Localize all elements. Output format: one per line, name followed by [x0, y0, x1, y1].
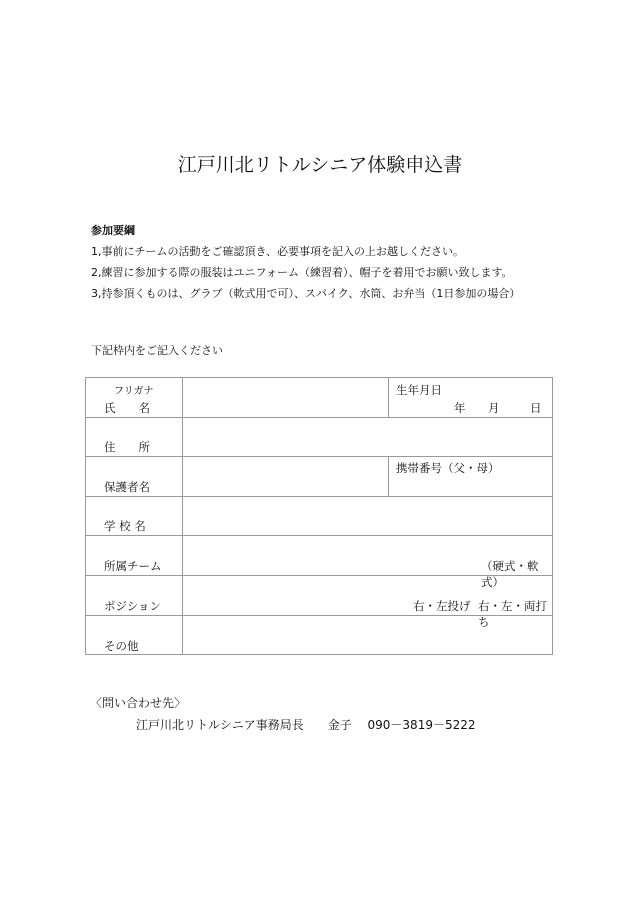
address-field[interactable] [183, 418, 553, 456]
batting-label: 右・左・両打ち [478, 599, 547, 629]
throwing-label: 右・左投げ [413, 599, 471, 613]
requirements-heading: 参加要綱 [91, 224, 135, 237]
mobile-label: 携帯番号（父・母） [396, 461, 500, 475]
name-field[interactable] [183, 378, 388, 417]
application-table [85, 377, 553, 655]
contact-heading: 〈問い合わせ先〉 [90, 696, 187, 710]
team-type-label: （硬式・軟式） [481, 559, 539, 589]
requirement-item: 1,事前にチームの活動をご確認頂き、必要事項を記入の上お越しください。 [91, 245, 465, 258]
birth-day-label: 日 [530, 401, 542, 415]
page-title: 江戸川北リトルシニア体験申込書 [177, 154, 463, 176]
requirement-item: 2,練習に参加する際の服装はユニフォーム（練習着）、帽子を着用でお願い致します。 [91, 266, 513, 279]
school-label: 学 校 名 [104, 519, 146, 533]
birth-year-label: 年 [454, 401, 466, 415]
contact-line: 江戸川北リトルシニア事務局長 金子 090－3819－5222 [136, 718, 476, 732]
form-instruction: 下記枠内をご記入ください [91, 344, 223, 357]
guardian-label: 保護者名 [104, 480, 150, 494]
name-label: 氏 名 [104, 401, 150, 415]
address-label: 住 所 [104, 440, 150, 454]
birthdate-label: 生年月日 [396, 383, 442, 397]
guardian-field[interactable] [183, 457, 388, 496]
other-field[interactable] [183, 616, 553, 654]
furigana-label: フリガナ [114, 386, 154, 397]
team-label: 所属チーム [104, 559, 162, 573]
birth-month-label: 月 [488, 401, 500, 415]
other-label: その他 [104, 639, 139, 653]
requirement-item: 3,持参頂くものは、グラブ（軟式用で可）、スパイク、水筒、お弁当（1日参加の場合） [91, 287, 521, 300]
school-field[interactable] [183, 497, 553, 535]
position-label: ポジション [104, 599, 161, 613]
